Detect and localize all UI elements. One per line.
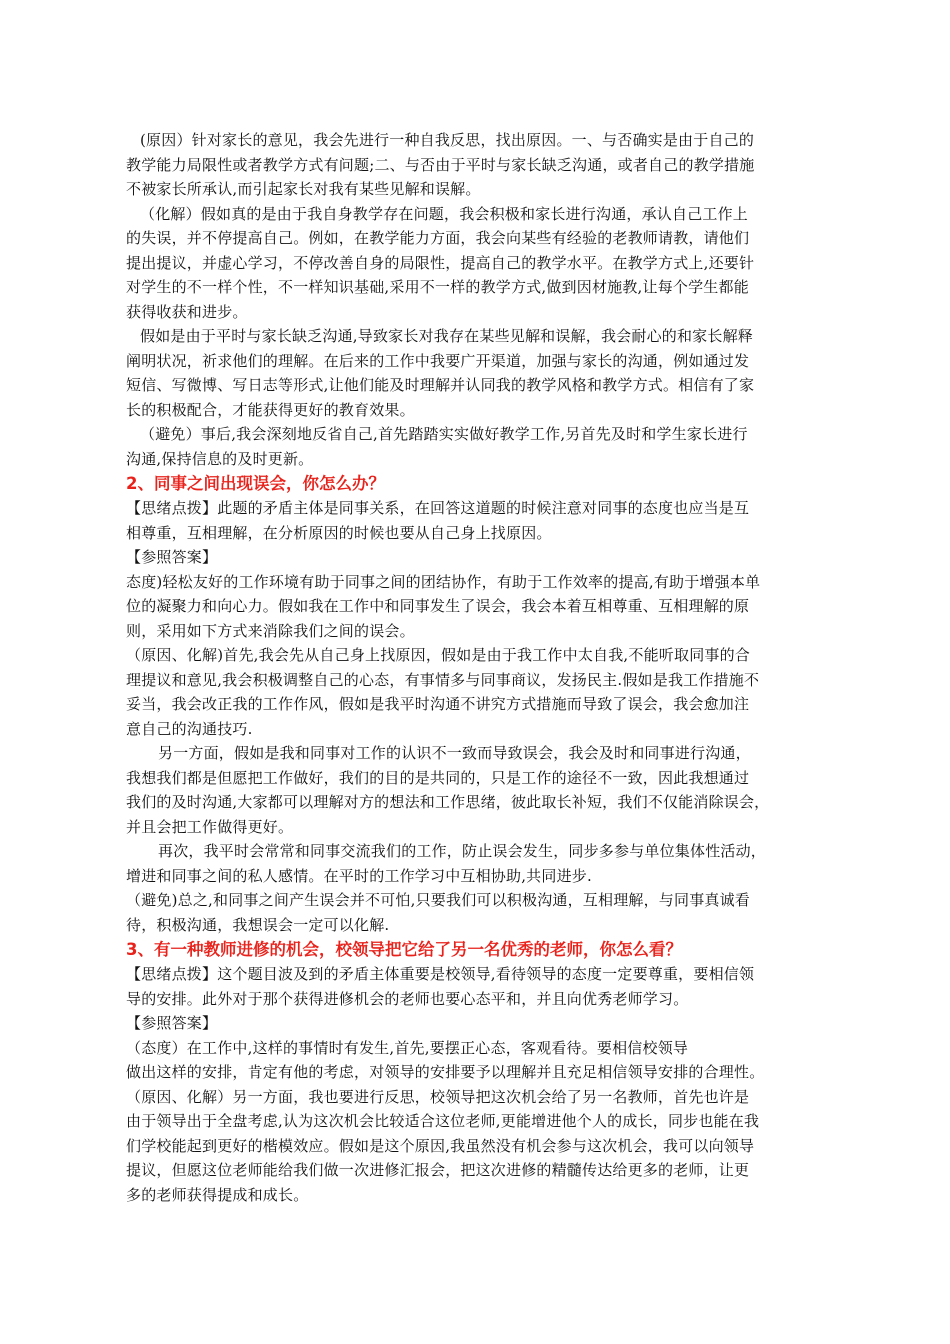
paragraph-line: 增进和同事之间的私人感情。在平时的工作学习中互相协助,共同进步. xyxy=(126,866,592,885)
paragraph-line: （避免)总之,和同事之间产生误会并不可怕,只要我们可以积极沟通，互相理解，与同事真诚看 xyxy=(126,891,750,909)
question-heading: 2、同事之间出现误会，你怎么办？ xyxy=(126,474,385,493)
paragraph-line: 位的凝聚力和向心力。假如我在工作中和同事发生了误会，我会本着互相尊重、互相理解的原 xyxy=(126,597,750,615)
paragraph-line: 【思绪点拨】这个题目波及到的矛盾主体重要是校领导,看待领导的态度一定要尊重，要相信领 xyxy=(126,965,755,983)
paragraph-line: 们学校能起到更好的楷模效应。假如是这个原因,我虽然没有机会参与这次机会，我可以向领导 xyxy=(126,1136,755,1155)
paragraph-line: 待，积极沟通，我想误会一定可以化解. xyxy=(126,915,390,934)
answer-label: 【参照答案】 xyxy=(126,548,218,566)
paragraph-line: (原因）针对家长的意见，我会先进行一种自我反思，找出原因。一、与否确实是由于自己的 xyxy=(140,131,755,149)
section-2 xyxy=(126,471,826,937)
paragraph-line: 不被家长所承认,而引起家长对我有某些见解和误解。 xyxy=(126,180,481,198)
answer-label: 【参照答案】 xyxy=(126,1014,218,1032)
paragraph-line: 长的积极配合，才能获得更好的教育效果。 xyxy=(126,400,415,419)
paragraph-line: 提出提议，并虚心学习，不停改善自身的局限性，提高自己的教学水平。在教学方式上,还要针 xyxy=(126,253,755,272)
paragraph-line: （避免）事后,我会深刻地反省自己,首先踏踏实实做好教学工作,另首先及时和学生家长进行 xyxy=(140,425,748,443)
paragraph-line: 理提议和意见,我会积极调整自己的心态，有事情多与同事商议，发扬民主.假如是我工作措施不 xyxy=(126,670,760,689)
paragraph-line: （化解）假如真的是由于我自身教学存在问题，我会积极和家长进行沟通，承认自己工作上 xyxy=(140,204,749,223)
paragraph-line: 对学生的不一样个性，不一样知识基础,采用不一样的教学方式,做到因材施教,让每个学生都能 xyxy=(126,278,749,296)
paragraph-line: 多的老师获得提成和成长。 xyxy=(126,1185,309,1204)
paragraph-line: 假如是由于平时与家长缺乏沟通,导致家长对我存在某些见解和误解，我会耐心的和家长解释 xyxy=(140,327,753,345)
paragraph-line: 我们的及时沟通,大家都可以理解对方的想法和工作思绪，彼此取长补短，我们不仅能消除误会， xyxy=(126,793,770,811)
paragraph-line: 意自己的沟通技巧. xyxy=(126,719,253,738)
paragraph-line: 妥当，我会改正我的工作作风，假如是我平时沟通不讲究方式措施而导致了误会，我会愈加注 xyxy=(126,695,750,713)
paragraph-line: 阐明状况，祈求他们的理解。在后来的工作中我要广开渠道，加强与家长的沟通，例如通过发 xyxy=(126,351,750,370)
paragraph-line: （原因、化解）另一方面，我也要进行反思，校领导把这次机会给了另一名教师，首先也许是 xyxy=(126,1087,750,1106)
paragraph-line: 另一方面，假如是我和同事对工作的认识不一致而导致误会，我会及时和同事进行沟通， xyxy=(158,744,751,762)
paragraph-line: 【思绪点拨】此题的矛盾主体是同事关系，在回答这道题的时候注意对同事的态度也应当是互 xyxy=(126,499,750,517)
section-3 xyxy=(126,937,826,1207)
paragraph-line: （原因、化解)首先,我会先从自己身上找原因，假如是由于我工作中太自我,不能听取同事的合 xyxy=(126,646,750,664)
paragraph-line: 则，采用如下方式来消除我们之间的误会。 xyxy=(126,621,415,640)
section-1 xyxy=(126,128,826,471)
paragraph-line: 由于领导出于全盘考虑,认为这次机会比较适合这位老师,更能增进他个人的成长，同步也能在我 xyxy=(126,1112,760,1130)
paragraph-line: 的失误，并不停提高自己。例如，在教学能力方面，我会向某些有经验的老教师请教，请他们 xyxy=(126,229,750,247)
document-page xyxy=(126,128,826,1207)
paragraph-line: 获得收获和进步。 xyxy=(126,302,248,321)
paragraph-line: 再次，我平时会常常和同事交流我们的工作，防止误会发生，同步多参与单位集体性活动， xyxy=(158,842,767,860)
paragraph-line: 态度)轻松友好的工作环境有助于同事之间的团结协作，有助于工作效率的提高,有助于增强本单 xyxy=(126,572,761,591)
paragraph-line: 导的安排。此外对于那个获得进修机会的老师也要心态平和，并且向优秀老师学习。 xyxy=(126,989,689,1008)
paragraph-line: 我想我们都是但愿把工作做好，我们的目的是共同的，只是工作的途径不一致，因此我想通过 xyxy=(126,768,750,787)
question-heading: 3、有一种教师进修的机会，校领导把它给了另一名优秀的老师，你怎么看？ xyxy=(126,940,682,959)
paragraph-line: 沟通,保持信息的及时更新。 xyxy=(126,449,314,468)
paragraph-line: 相尊重，互相理解，在分析原因的时候也要从自己身上找原因。 xyxy=(126,523,552,542)
paragraph-line: 教学能力局限性或者教学方式有问题;二、与否由于平时与家长缺乏沟通，或者自己的教学措施 xyxy=(126,155,755,174)
paragraph-line: 短信、写微博、写日志等形式,让他们能及时理解并认同我的教学风格和教学方式。相信有了家 xyxy=(126,376,755,394)
paragraph-line: 做出这样的安排，肯定有他的考虑，对领导的安排要予以理解并且充足相信领导安排的合理性。 xyxy=(126,1063,765,1081)
paragraph-line: 并且会把工作做得更好。 xyxy=(126,817,294,836)
paragraph-line: 提议，但愿这位老师能给我们做一次进修汇报会，把这次进修的精髓传达给更多的老师，让更 xyxy=(126,1161,750,1179)
paragraph-line: （态度）在工作中,这样的事情时有发生,首先,要摆正心态，客观看待。要相信校领导 xyxy=(126,1038,689,1057)
